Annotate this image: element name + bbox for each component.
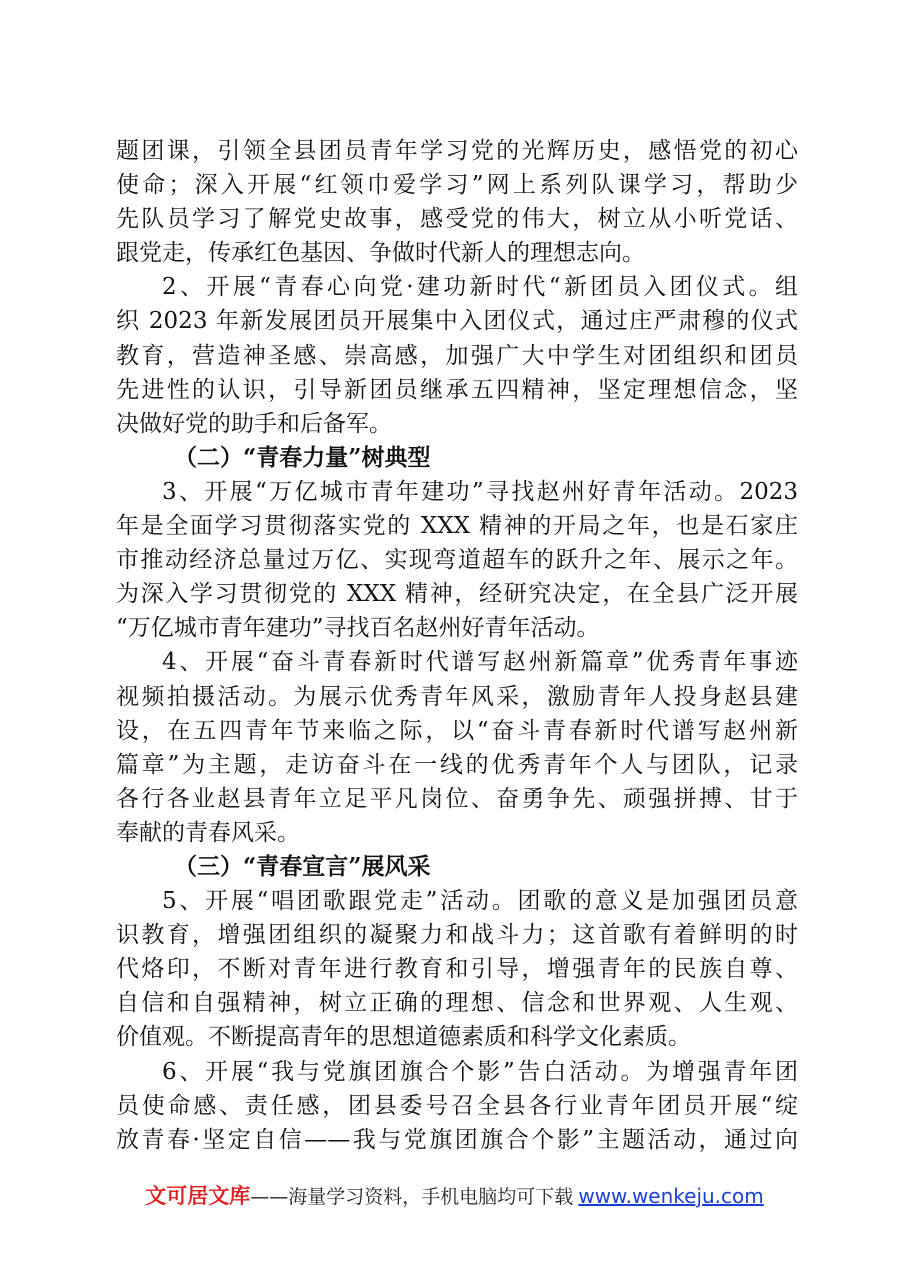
- body-line: 奉献的青春风采。: [116, 819, 300, 846]
- body-line: 6、开展“我与党旗团旗合个影”告白活动。为增强青年团: [162, 1058, 798, 1085]
- body-line: 自信和自强精神，树立正确的理想、信念和世界观、人生观、: [116, 990, 798, 1017]
- body-line: 教育，营造神圣感、崇高感，加强广大中学生对团组织和团员: [116, 342, 798, 369]
- body-line: 篇章”为主题，走访奋斗在一线的优秀青年个人与团队，记录: [116, 751, 798, 778]
- body-line: 4、开展“奋斗青春新时代谱写赵州新篇章”优秀青年事迹: [162, 649, 798, 676]
- body-line: 识教育，增强团组织的凝聚力和战斗力；这首歌有着鲜明的时: [116, 922, 798, 949]
- body-line: 市推动经济总量过万亿、实现弯道超车的跃升之年、展示之年。: [116, 547, 798, 574]
- footer-link[interactable]: www.wenkeju.com: [578, 1184, 764, 1208]
- body-line: 题团课，引领全县团员青年学习党的光辉历史，感悟党的初心: [116, 138, 798, 164]
- body-line: 先进性的认识，引导新团员继承五四精神，坚定理想信念，坚: [116, 376, 798, 403]
- body-line: 员使命感、责任感，团县委号召全县各行业青年团员开展“绽: [116, 1092, 798, 1119]
- body-line: 为深入学习贯彻党的 XXX 精神，经研究决定，在全县广泛开展: [116, 581, 798, 608]
- footer-banner: [0, 1181, 909, 1213]
- body-line: 放青春·坚定自信——我与党旗团旗合个影”主题活动，通过向: [116, 1126, 798, 1153]
- body-line: 决做好党的助手和后备军。: [116, 410, 392, 437]
- body-line: 使命；深入开展“红领巾爱学习”网上系列队课学习，帮助少: [116, 172, 798, 199]
- body-line: 年是全面学习贯彻落实党的 XXX 精神的开局之年，也是石家庄: [116, 513, 798, 540]
- body-line: 织 2023 年新发展团员开展集中入团仪式，通过庄严肃穆的仪式: [116, 308, 798, 335]
- body-line: 价值观。不断提高青年的思想道德素质和科学文化素质。: [116, 1024, 691, 1051]
- body-line: 代烙印，不断对青年进行教育和引导，增强青年的民族自尊、: [116, 956, 798, 983]
- body-line: 各行各业赵县青年立足平凡岗位、奋勇争先、顽强拼搏、甘于: [116, 785, 798, 812]
- body-line: 先队员学习了解党史故事，感受党的伟大，树立从小听党话、: [116, 206, 798, 233]
- footer-tagline: ——海量学习资料，手机电脑均可下载: [250, 1186, 574, 1208]
- body-line: 5、开展“唱团歌跟党走”活动。团歌的意义是加强团员意: [162, 888, 798, 915]
- footer-brand: 文可居文库: [145, 1184, 251, 1208]
- body-line: 跟党走，传承红色基因、争做时代新人的理想志向。: [116, 240, 645, 267]
- body-line: “万亿城市青年建功”寻找百名赵州好青年活动。: [116, 615, 600, 642]
- section-heading: （三）“青春宣言”展风采: [174, 852, 431, 880]
- document-body: [116, 134, 798, 1157]
- body-line: 设，在五四青年节来临之际，以“奋斗青春新时代谱写赵州新: [116, 717, 798, 744]
- body-line: 3、开展“万亿城市青年建功”寻找赵州好青年活动。2023: [162, 478, 798, 505]
- body-line: 视频拍摄活动。为展示优秀青年风采，激励青年人投身赵县建: [116, 683, 798, 710]
- section-heading: （二）“青春力量”树典型: [174, 443, 431, 471]
- body-line: 2、开展“青春心向党·建功新时代“新团员入团仪式。组: [162, 274, 798, 301]
